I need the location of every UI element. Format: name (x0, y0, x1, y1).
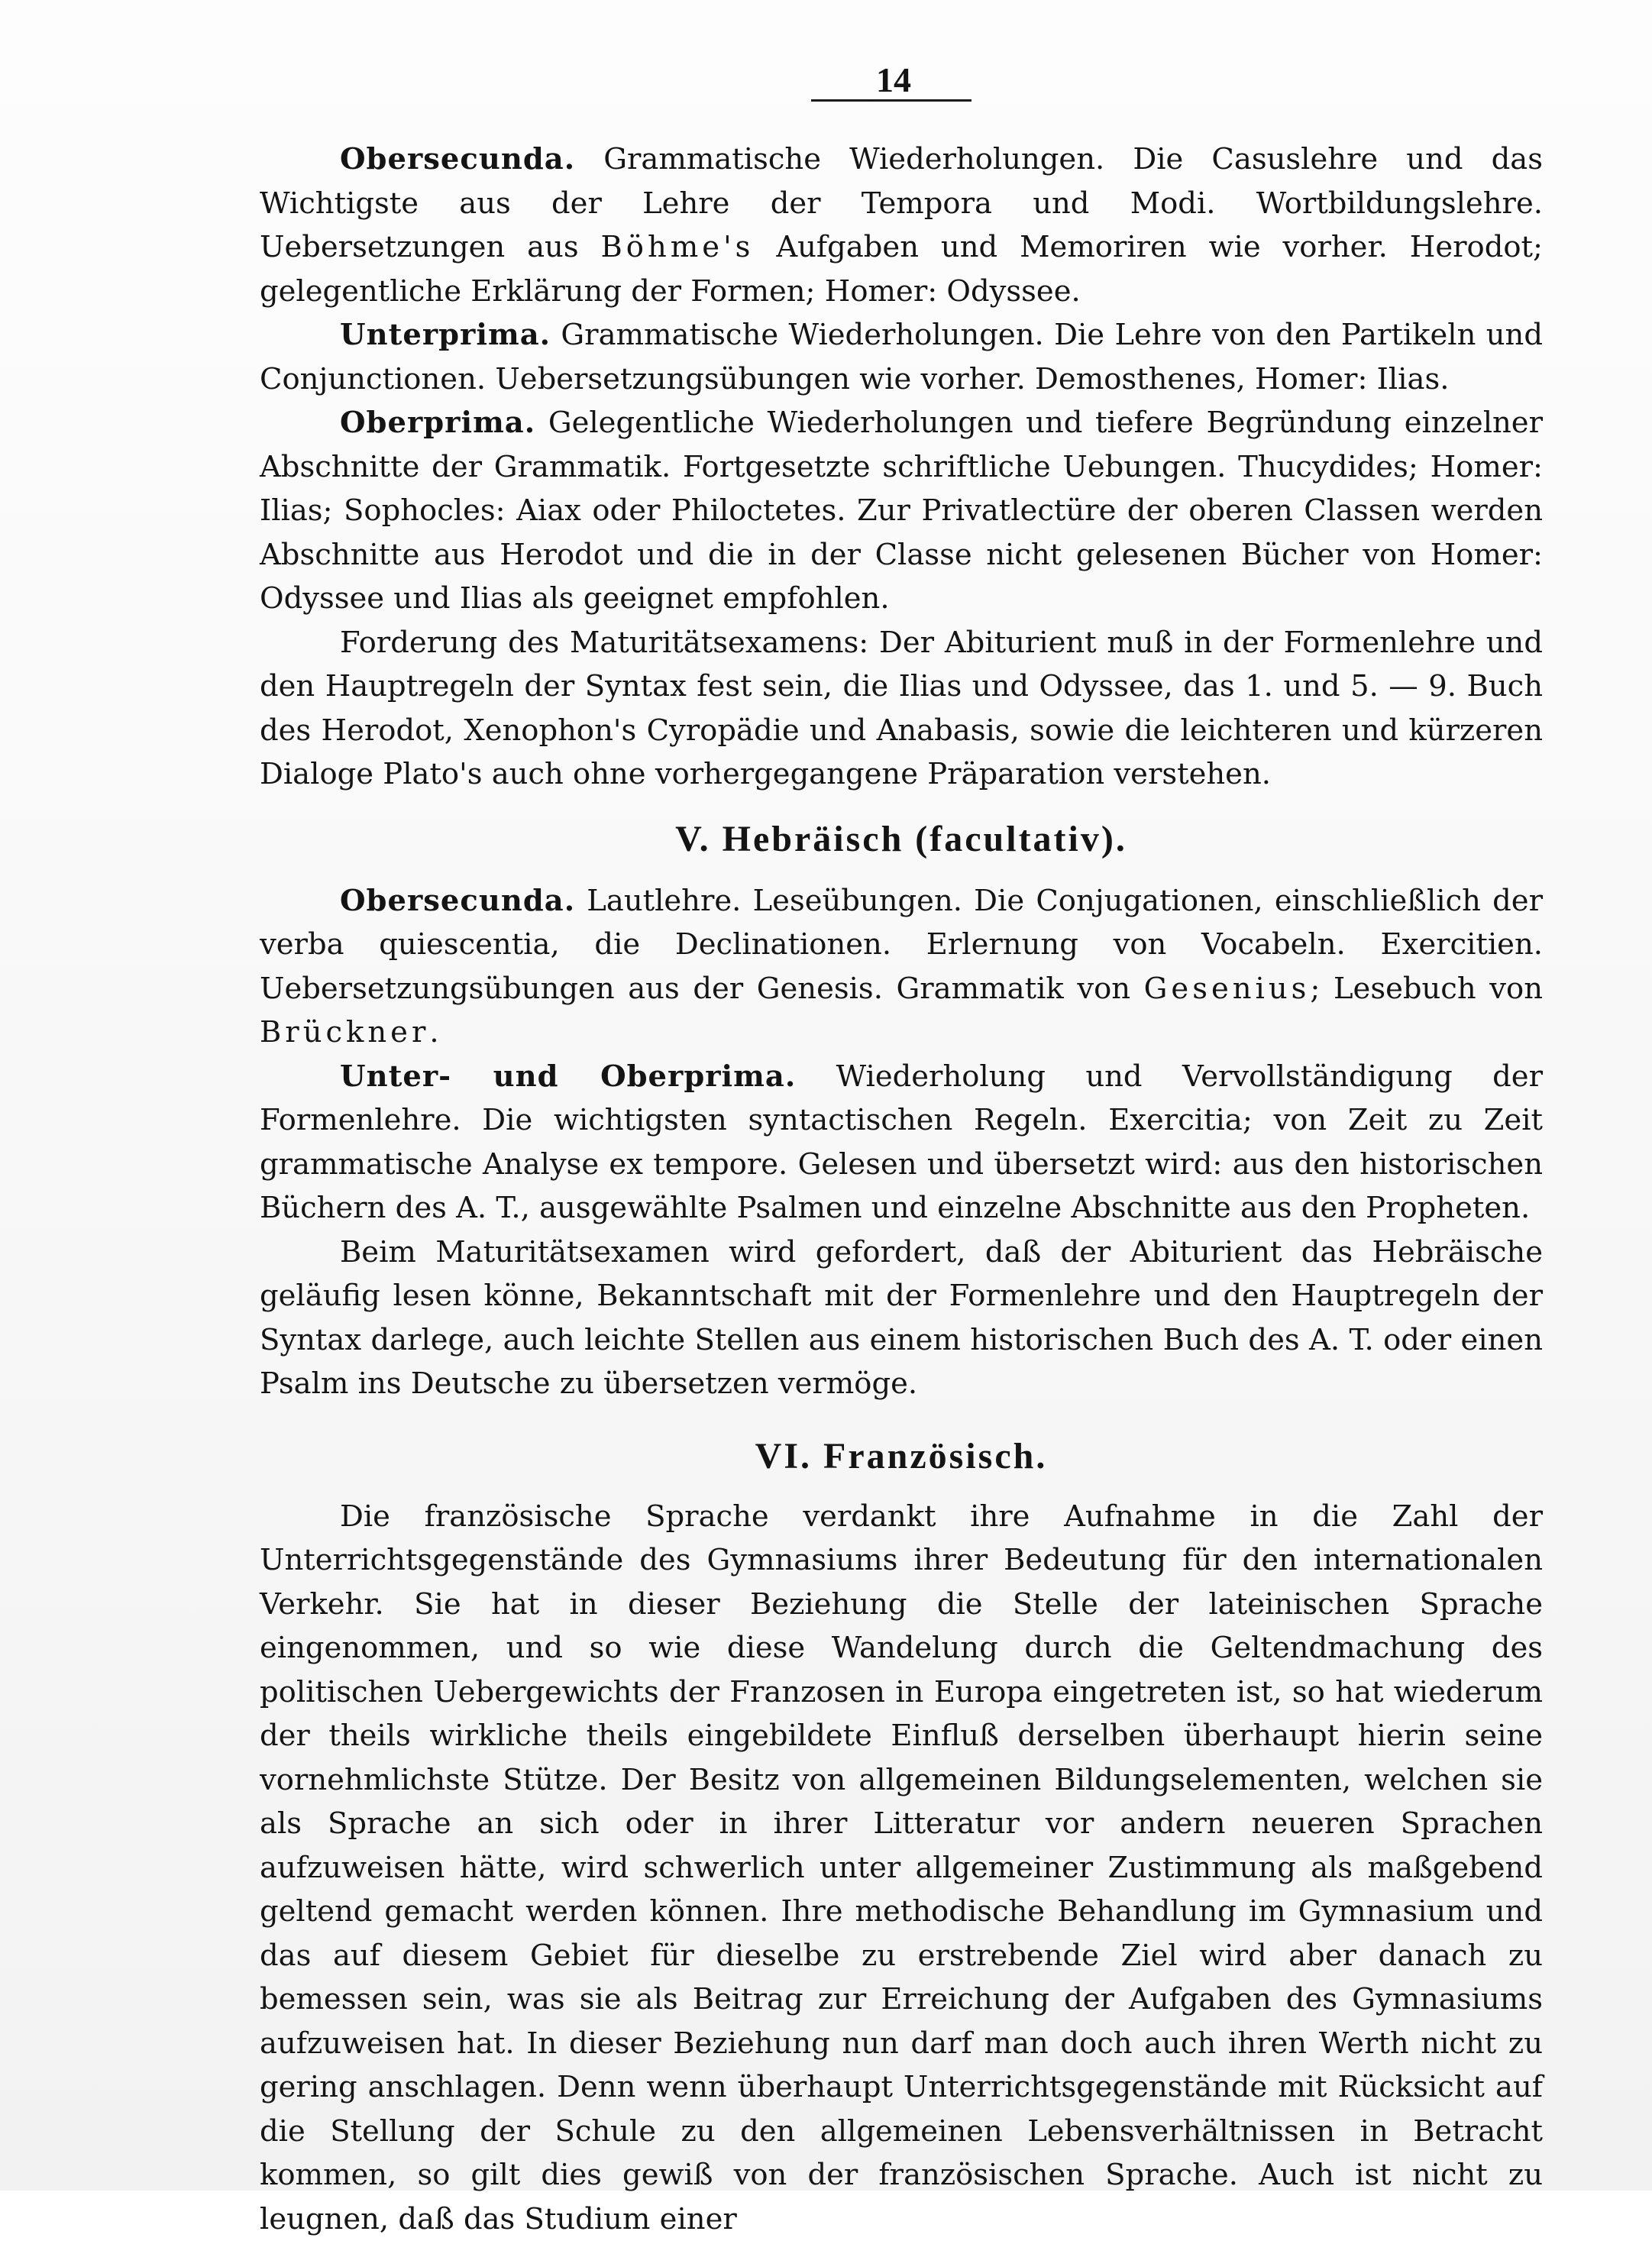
page-number: 14 (810, 60, 978, 100)
text-hebrew-end: . (429, 1015, 438, 1049)
paragraph-hebrew-maturitaet: Beim Maturitätsexamen wird gefordert, daß der Abiturient das Hebräische geläufig lesen könne, Bekanntschaft mit der Formenlehre und den Hauptregeln der Syntax darlege, auch leichte Stellen aus einem historischen Buch des A. T. oder einen Psalm ins Deutsche zu übersetzen vermöge. (260, 1230, 1543, 1406)
author-gesenius: Gesenius (1144, 972, 1311, 1006)
term-unterprima: Unterprima. (340, 318, 551, 352)
paragraph-hebrew-prima (260, 1055, 1543, 1230)
paragraph-obersecunda (260, 137, 1543, 313)
text-hebrew-obersecunda: Lautlehre. Leseübungen. Die Conjugationen, einschließlich der verba quiescentia, die Declinationen. Erlernung von Vocabeln. Exercitien. Uebersetzungsübungen aus der Genesis. Grammatik von (260, 884, 1543, 1006)
text-oberprima: Gelegentliche Wiederholungen und tiefere Begründung einzelner Abschnitte der Grammatik. Fortgesetzte schriftliche Uebungen. Thucydides; Homer: Ilias; Sophocles: Aiax oder Philoctetes. Zur Privatlectüre der oberen Classen werden Abschnitte aus Herodot und die in der Classe nicht gelesenen Bücher von Homer: Odyssee und Ilias als geeignet empfohlen. (260, 406, 1543, 616)
paragraph-oberprima (260, 401, 1543, 621)
text-obersecunda-2: Aufgaben und Memoriren wie vorher. Herodot; gelegentliche Erklärung der Formen; Homer: Odyssee. (260, 230, 1543, 309)
term-oberprima: Oberprima. (340, 406, 535, 440)
paragraph-unterprima (260, 313, 1543, 401)
text-unterprima: Grammatische Wiederholungen. Die Lehre von den Partikeln und Conjunctionen. Uebersetzungsübungen wie vorher. Demosthenes, Homer: Ilias. (260, 318, 1543, 396)
text-hebrew-mid: ; Lesebuch von (1310, 972, 1543, 1006)
body-text (260, 137, 1543, 2241)
term-obersecunda: Obersecunda. (340, 142, 575, 176)
paragraph-forderung: Forderung des Maturitätsexamens: Der Abiturient muß in der Formenlehre und den Hauptregeln der Syntax fest sein, die Ilias und Odyssee, das 1. und 5. — 9. Buch des Herodot, Xenophon's Cyropädie und Anabasis, sowie die leichteren und kürzeren Dialoge Plato's auch ohne vorhergegangene Präparation verstehen. (260, 621, 1543, 797)
heading-hebrew: V. Hebräisch (facultativ). (260, 817, 1543, 862)
author-boehme: Böhme's (601, 230, 755, 264)
paragraph-french: Die französische Sprache verdankt ihre Aufnahme in die Zahl der Unterrichtsgegenstände des Gymnasiums ihrer Bedeutung für den internationalen Verkehr. Sie hat in dieser Beziehung die Stelle der lateinischen Sprache eingenommen, und so wie diese Wandelung durch die Geltendmachung des politischen Uebergewichts der Franzosen in Europa eingetreten ist, so hat wiederum der theils wirkliche theils eingebildete Einfluß derselben überhaupt hierin seine vornehmlichste Stütze. Der Besitz von allgemeinen Bildungselementen, welchen sie als Sprache an sich oder in ihrer Litteratur vor andern neueren Sprachen aufzuweisen hätte, wird schwerlich unter allgemeiner Zustimmung als maßgebend geltend gemacht werden können. Ihre methodische Behandlung im Gymnasium und das auf diesem Gebiet für dieselbe zu erstrebende Ziel wird aber danach zu bemessen sein, was sie als Beitrag zur Erreichung der Aufgaben des Gymnasiums aufzuweisen hat. In dieser Beziehung nun darf man doch auch ihren Werth nicht zu gering anschlagen. Denn wenn überhaupt Unterrichtsgegenstände mit Rücksicht auf die Stellung der Schule zu den allgemeinen Lebensverhältnissen in Betracht kommen, so gilt dies gewiß von der französischen Sprache. Auch ist nicht zu leugnen, daß das Studium einer (260, 1495, 1543, 2241)
paragraph-hebrew-obersecunda (260, 879, 1543, 1055)
text-hebrew-prima: Wiederholung und Vervollständigung der Formenlehre. Die wichtigsten syntactischen Regeln. Exercitia; von Zeit zu Zeit grammatische Analyse ex tempore. Gelesen und übersetzt wird: aus den historischen Büchern des A. T., ausgewählte Psalmen und einzelne Abschnitte aus den Propheten. (260, 1059, 1543, 1226)
term-unter-oberprima: Unter- und Oberprima. (340, 1059, 796, 1094)
header-rule (811, 99, 971, 102)
text-obersecunda: Grammatische Wiederholungen. Die Casuslehre und das Wichtigste aus der Lehre der Tempora und Modi. Wortbildungslehre. Uebersetzungen aus (260, 142, 1543, 264)
author-brueckner: Brückner (260, 1015, 429, 1049)
heading-french: VI. Französisch. (260, 1434, 1543, 1479)
term-hebrew-obersecunda: Obersecunda. (340, 884, 575, 918)
